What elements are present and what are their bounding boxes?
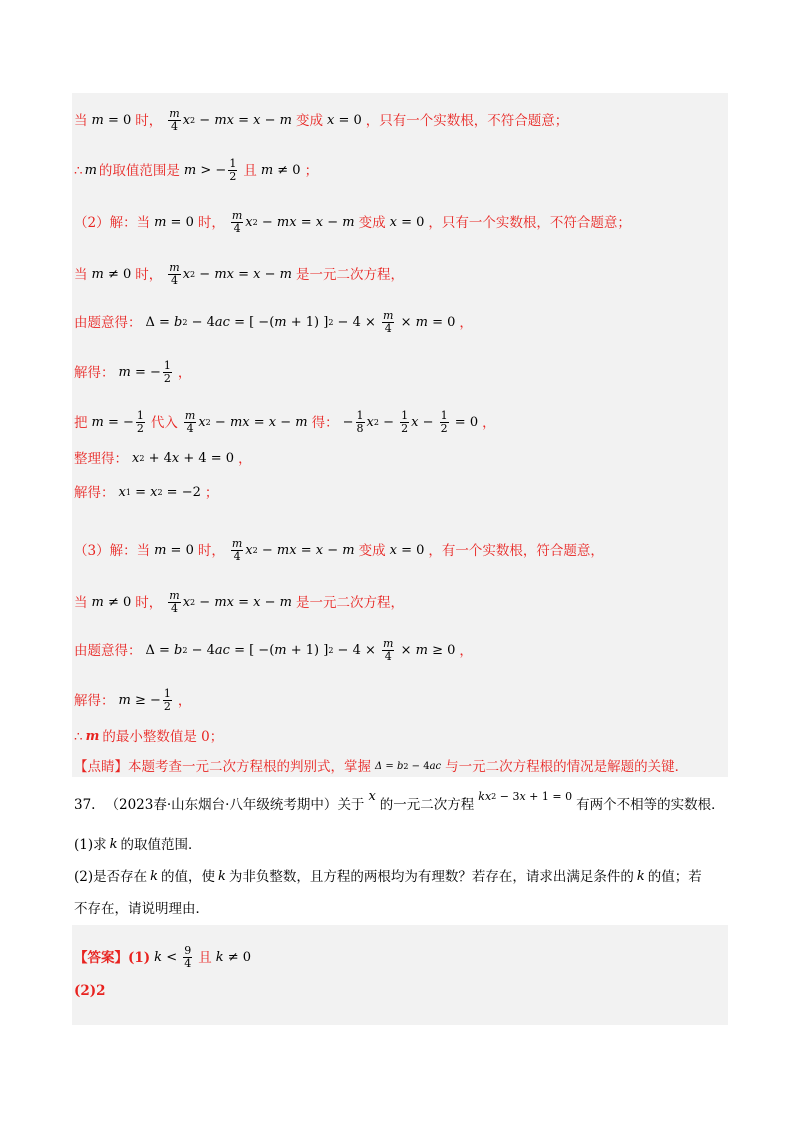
question-37-stem: 37. （2023春·山东烟台·八年级统考期中） 关于 x 的一元二次方程 kx 2 − 3 x + 1 = 0 有两个不相等的实数根． (74, 789, 725, 813)
solution-line-8: 整理得： x 2 + 4 x + 4 = 0 ， (74, 451, 252, 467)
solution-line-1: 当 m = 0 时， $\frac{m}{4}$ x 2 − mx = x − m 变成 x = 0 ，只有一个实数根，不符合题意； (74, 107, 569, 133)
answer-line-1: 【答案】 (1) k < $\frac{9}{4}$ 且 k ≠ 0 (74, 944, 252, 970)
solution-line-7: 把 m = − $\frac{1}{2}$ 代入 $\frac{m}{4}$ x 2 − mx = x − m 得： − $\frac{1}{8}$ x 2 − $\frac{1}{2}$ x − $\frac{1}{2}$ = 0 ， (74, 409, 496, 435)
answer-shade (72, 925, 728, 1025)
solution-shade-top (72, 93, 728, 777)
solution-line-11: 当 m ≠ 0 时， $\frac{m}{4}$ x 2 − mx = x − m 是一元二次方程， (74, 589, 404, 615)
solution-line-5: 由题意得： Δ = b 2 − 4 ac = [ −( m + 1) ] 2 − 4 × $\frac{m}{4}$ × m = 0 ， (74, 309, 473, 335)
solution-line-6: 解得： m = − $\frac{1}{2}$ ， (74, 359, 192, 385)
solution-line-14: ∴ m 的最小整数值是 0； (74, 729, 224, 745)
key-point-line: 【点睛】本题考查一元二次方程根的判别式，掌握 Δ = b 2 − 4 ac 与一元二次方程根的情况是解题的关键． (74, 759, 689, 775)
solution-line-9: 解得： x 1 = x 2 = −2 ； (74, 485, 219, 501)
solution-line-2: ∴ m 的取值范围是 m > − $\frac{1}{2}$ 且 m ≠ 0 ； (74, 157, 319, 183)
solution-line-12: 由题意得： Δ = b 2 − 4 ac = [ −( m + 1) ] 2 − 4 × $\frac{m}{4}$ × m ≥ 0 ， (74, 637, 473, 663)
solution-line-3: （2）解：当 m = 0 时， $\frac{m}{4}$ x 2 − mx = x − m 变成 x = 0 ，只有一个实数根，不符合题意； (74, 209, 631, 235)
question-37-part-2-cont: 不存在，请说明理由． (74, 901, 209, 917)
answer-line-2: (2)2 (74, 983, 106, 999)
question-37-part-1: (1)求 k 的取值范围． (74, 837, 202, 853)
solution-line-13: 解得： m ≥ − $\frac{1}{2}$ ， (74, 687, 192, 713)
question-37-part-2: (2)是否存在 k 的值，使 k 为非负整数，且方程的两根均为有理数？若存在，请求出满足条件的 k 的值；若 (74, 869, 702, 885)
solution-line-10: （3）解：当 m = 0 时， $\frac{m}{4}$ x 2 − mx = x − m 变成 x = 0 ，有一个实数根，符合题意， (74, 537, 604, 563)
solution-line-4: 当 m ≠ 0 时， $\frac{m}{4}$ x 2 − mx = x − m 是一元二次方程， (74, 261, 404, 287)
